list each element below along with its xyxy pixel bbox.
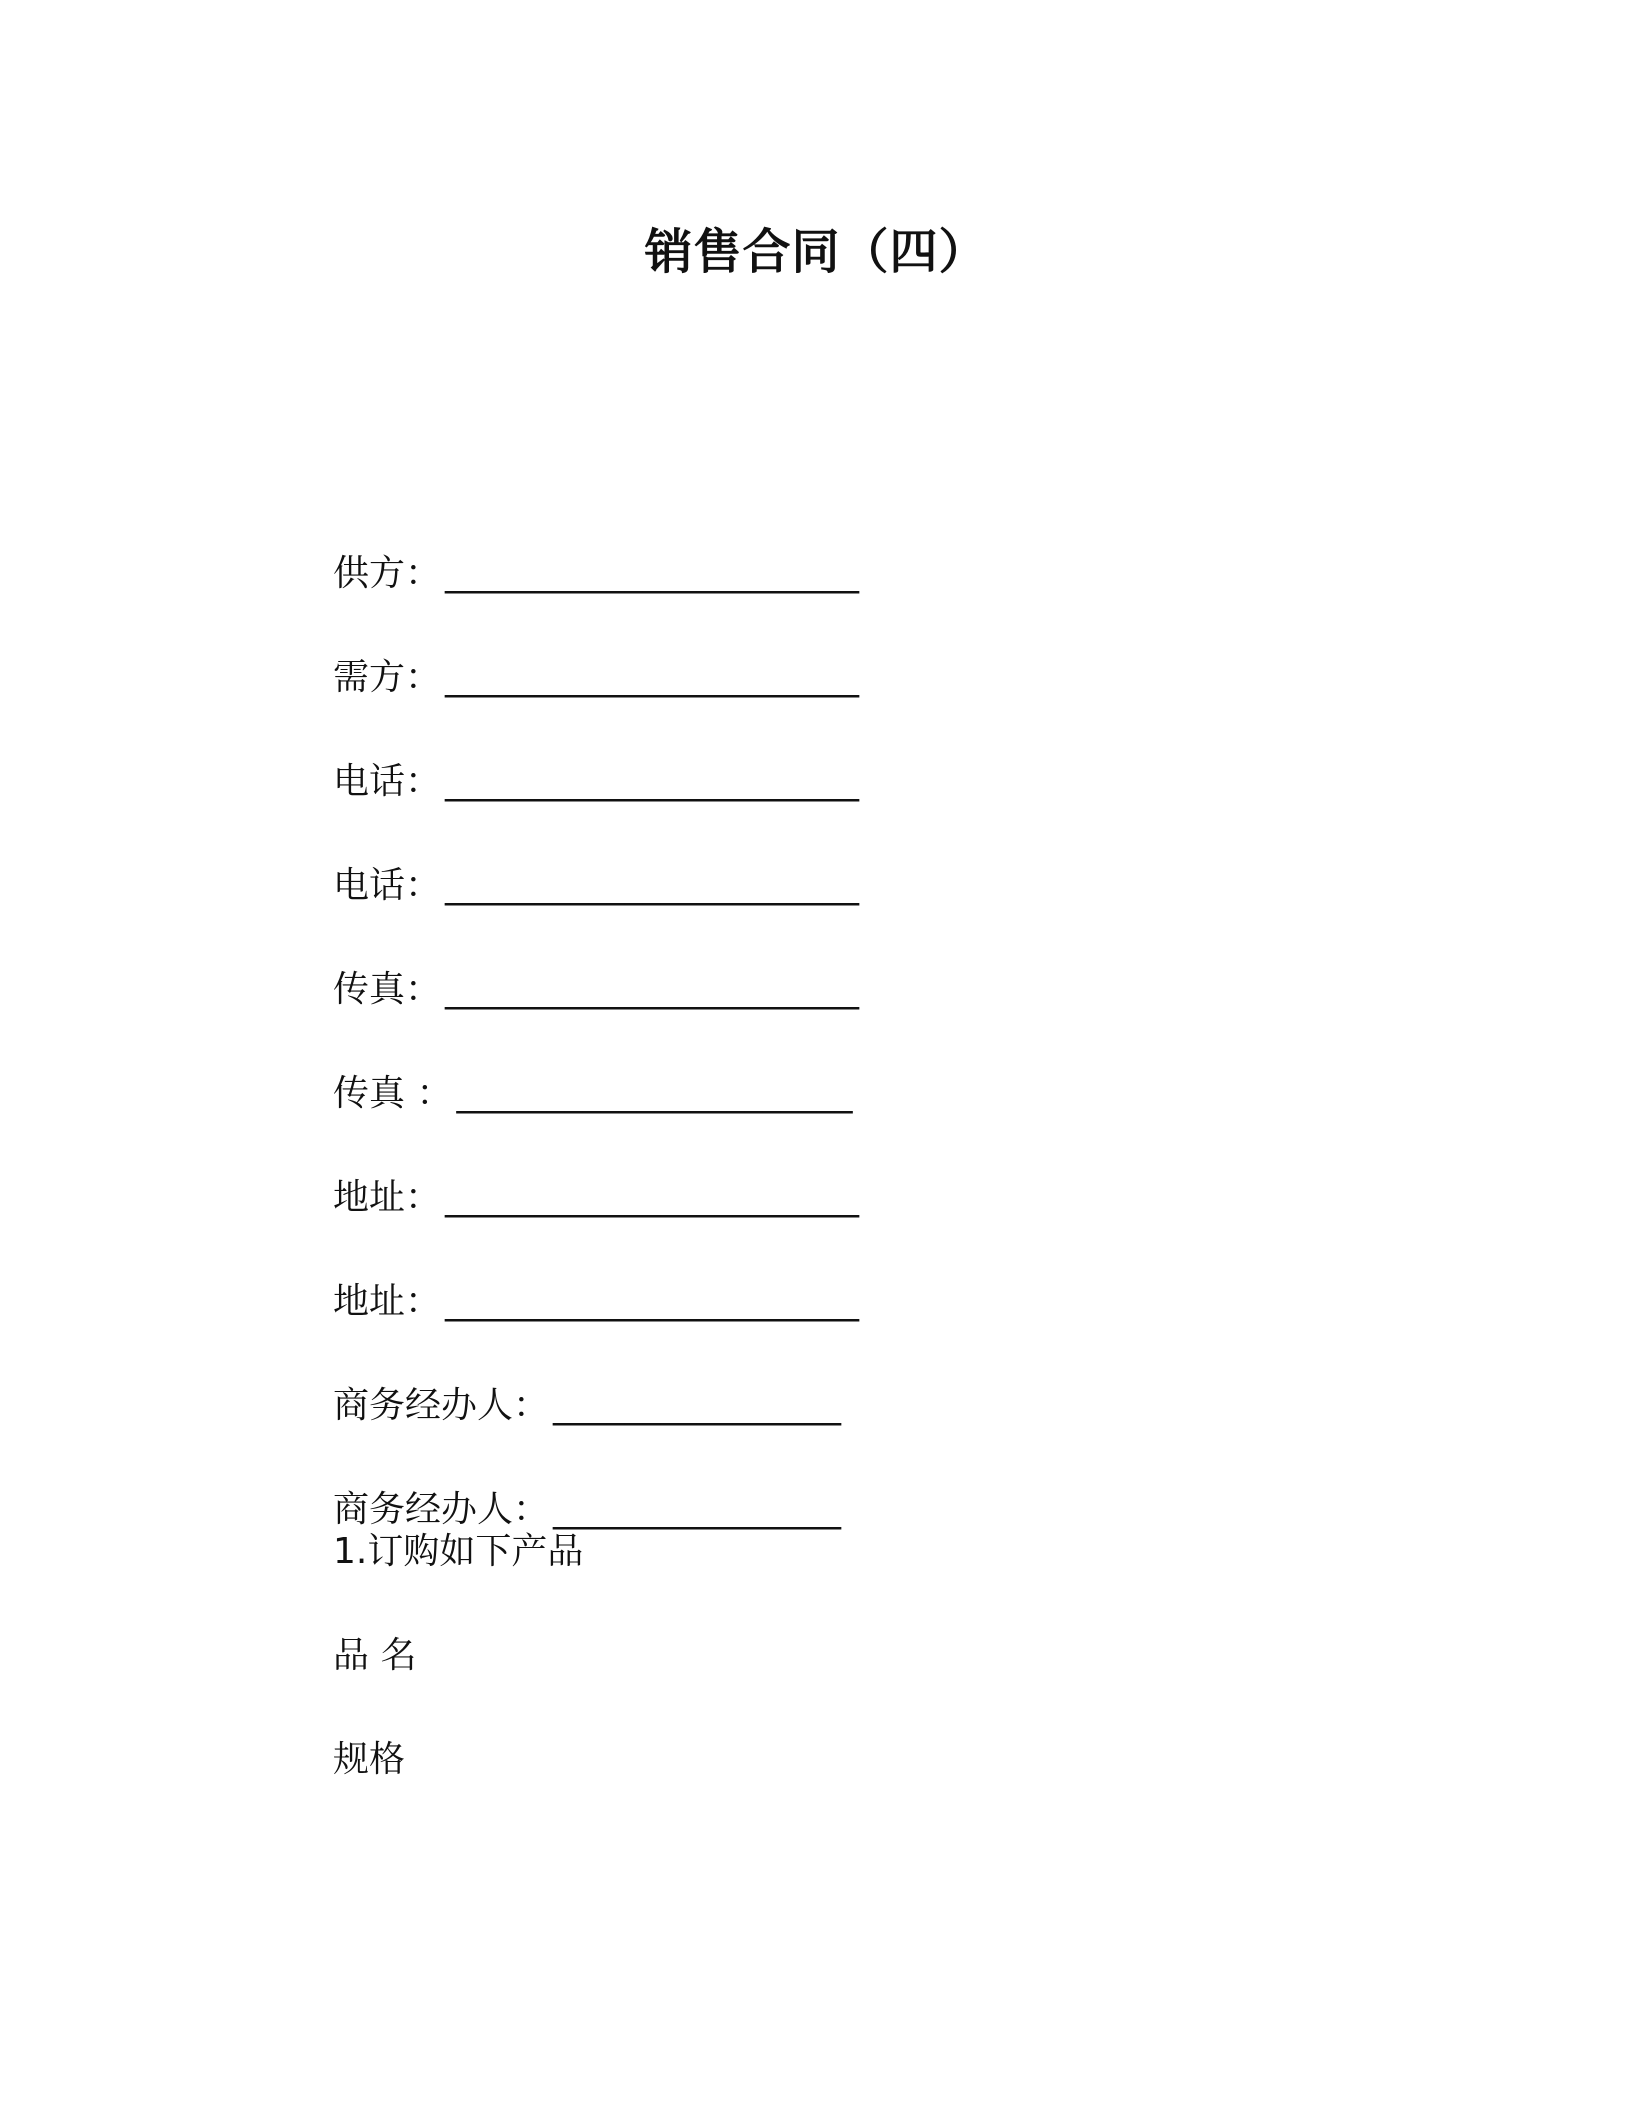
document-title: 销售合同（四）: [644, 224, 988, 280]
fax-field-2: [333, 1012, 1333, 1116]
fax-label-2: 传真 ：: [333, 1073, 453, 1114]
phone-blank-1[interactable]: _______________________: [445, 761, 860, 802]
address-blank-2[interactable]: _______________________: [445, 1281, 860, 1322]
phone-field-1: [333, 700, 1333, 804]
agent-label-1: 商务经办人：: [333, 1385, 550, 1426]
address-label-1: 地址：: [333, 1177, 442, 1218]
contract-fields: [333, 492, 1333, 1532]
phone-label-2: 电话：: [333, 865, 442, 906]
section-heading: 1.订购如下产品: [333, 1531, 584, 1572]
agent-blank-2[interactable]: ________________: [553, 1489, 842, 1530]
supplier-blank[interactable]: _______________________: [445, 553, 860, 594]
agent-blank-1[interactable]: ________________: [553, 1385, 842, 1426]
address-blank-1[interactable]: _______________________: [445, 1177, 860, 1218]
buyer-blank[interactable]: _______________________: [445, 657, 860, 698]
fax-blank-2[interactable]: ______________________: [456, 1073, 853, 1114]
address-label-2: 地址：: [333, 1281, 442, 1322]
phone-label-1: 电话：: [333, 761, 442, 802]
phone-field-2: [333, 804, 1333, 908]
product-name-label: 品 名: [333, 1635, 417, 1676]
fax-field-1: [333, 908, 1333, 1012]
fax-label-1: 传真：: [333, 969, 442, 1010]
supplier-field: [333, 492, 1333, 596]
buyer-label: 需方：: [333, 657, 442, 698]
agent-label-2: 商务经办人：: [333, 1489, 550, 1530]
address-field-2: [333, 1220, 1333, 1324]
address-field-1: [333, 1116, 1333, 1220]
supplier-label: 供方：: [333, 553, 442, 594]
spec-label: 规格: [333, 1739, 406, 1780]
agent-field-1: [333, 1324, 1333, 1428]
agent-field-2: [333, 1428, 1333, 1532]
fax-blank-1[interactable]: _______________________: [445, 969, 860, 1010]
buyer-field: [333, 596, 1333, 700]
phone-blank-2[interactable]: _______________________: [445, 865, 860, 906]
